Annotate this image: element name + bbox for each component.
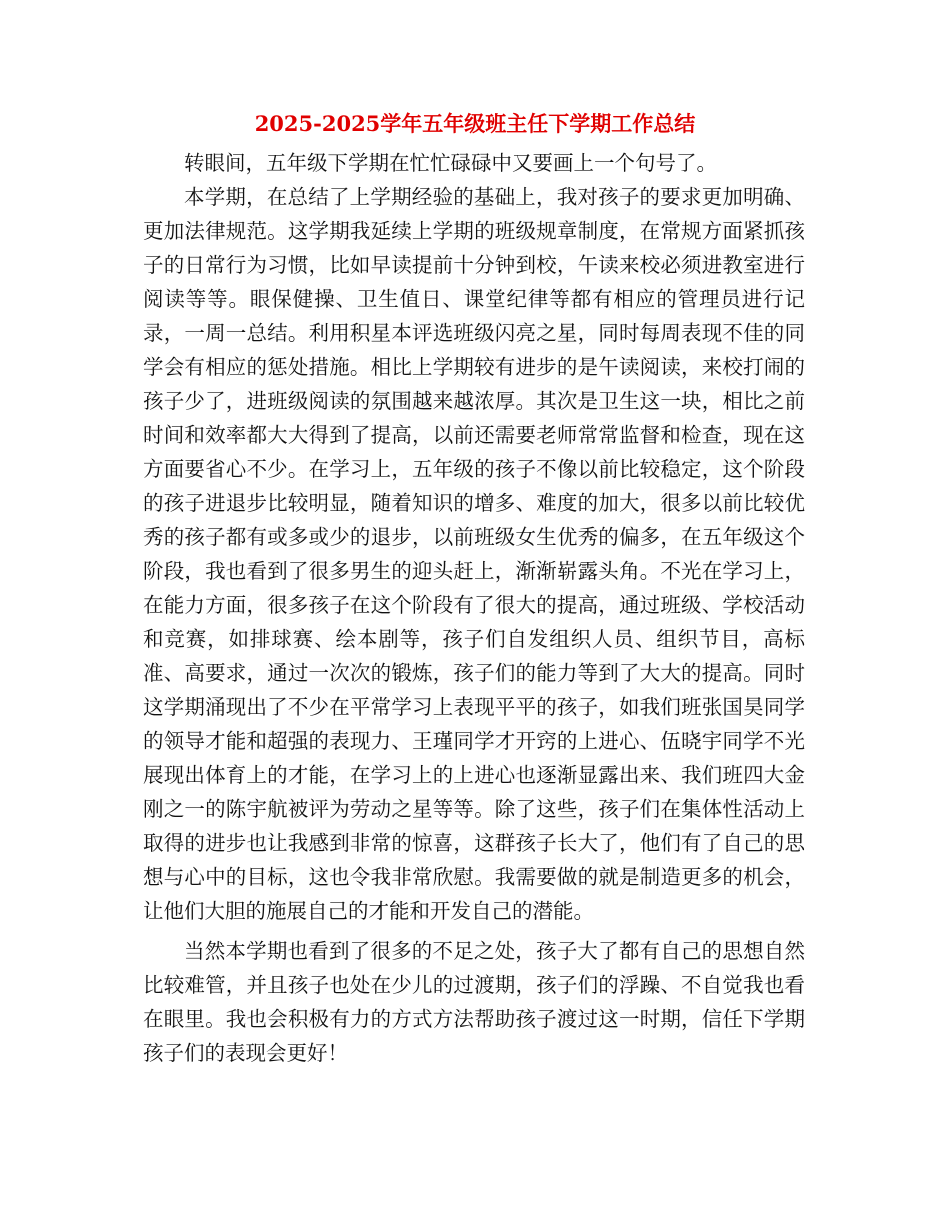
paragraph-main: 本学期，在总结了上学期经验的基础上，我对孩子的要求更加明确、更加法律规范。这学期我延续上学期的班级规章制度，在常规方面紧抓孩子的日常行为习惯，比如早读提前十分钟到校，午读来校必须进教室进行阅读等等。眼保健操、卫生值日、课堂纪律等都有相应的管理员进行记录，一周一总结。利用积星本评选班级闪亮之星，同时每周表现不佳的同学会有相应的惩处措施。相比上学期较有进步的是午读阅读，来校打闹的孩子少了，进班级阅读的氛围越来越浓厚。其次是卫生这一块，相比之前时间和效率都大大得到了提高，以前还需要老师常常监督和检查，现在这方面要省心不少。在学习上，五年级的孩子不像以前比较稳定，这个阶段的孩子进退步比较明显，随着知识的增多、难度的加大，很多以前比较优秀的孩子都有或多或少的退步，以前班级女生优秀的偏多，在五年级这个阶段，我也看到了很多男生的迎头赶上，渐渐崭露头角。不光在学习上，在能力方面，很多孩子在这个阶段有了很大的提高，通过班级、学校活动和竞赛，如排球赛、绘本剧等，孩子们自发组织人员、组织节目，高标准、高要求，通过一次次的锻炼，孩子们的能力等到了大大的提高。同时这学期涌现出了不少在平常学习上表现平平的孩子，如我们班张国昊同学的领导才能和超强的表现力、王瑾同学才开窍的上进心、伍晓宇同学不光展现出体育上的才能，在学习上的上进心也逐渐显露出来、我们班四大金刚之一的陈宇航被评为劳动之星等等。除了这些，孩子们在集体性活动上取得的进步也让我感到非常的惊喜，这群孩子长大了，他们有了自己的思想与心中的目标，这也令我非常欣慰。我需要做的就是制造更多的机会，让他们大胆的施展自己的才能和开发自己的潜能。 (143, 185, 805, 923)
paragraph-conclusion: 当然本学期也看到了很多的不足之处，孩子大了都有自己的思想自然比较难管，并且孩子也处在少儿的过渡期，孩子们的浮躁、不自觉我也看在眼里。我也会积极有力的方式方法帮助孩子渡过这一时期，信任下学期孩子们的表现会更好！ (143, 939, 805, 1065)
document-body (143, 146, 805, 1070)
paragraph-intro: 转眼间，五年级下学期在忙忙碌碌中又要画上一个句号了。 (184, 151, 717, 175)
document-title: 2025-2025学年五年级班主任下学期工作总结 (254, 111, 696, 136)
